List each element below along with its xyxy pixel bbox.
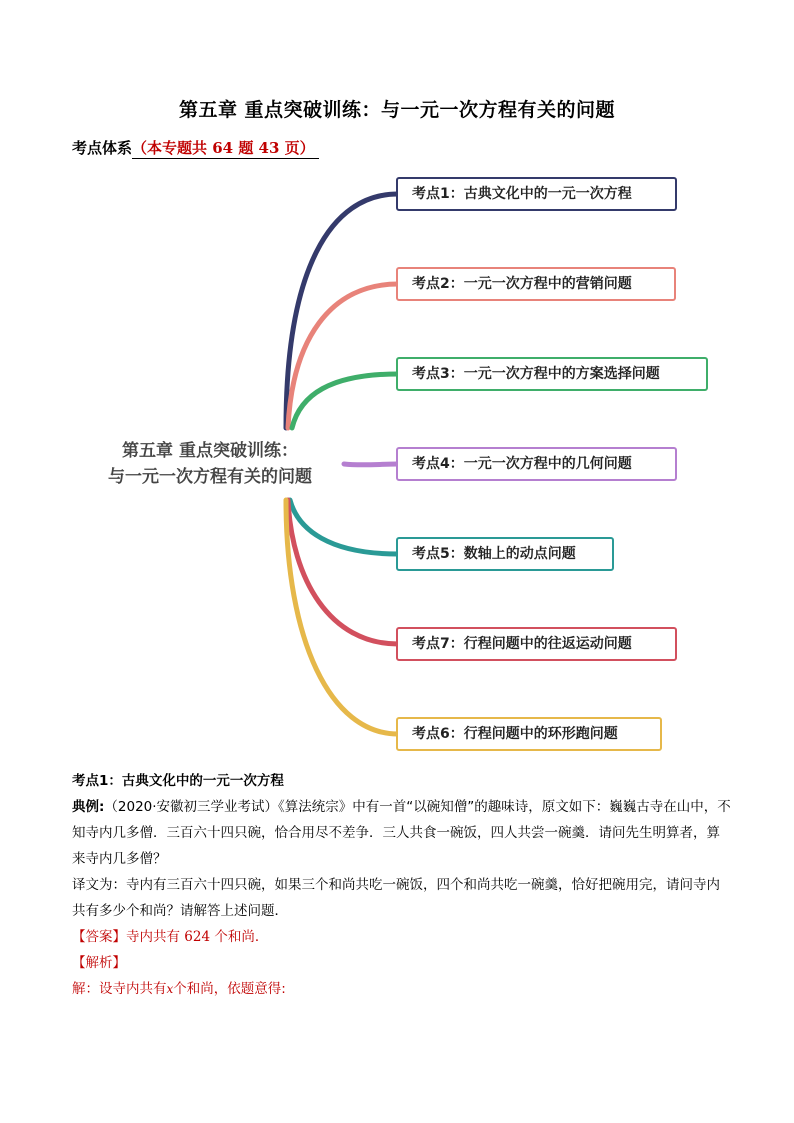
topic-node-6: 考点6：行程问题中的环形跑问题	[396, 717, 662, 751]
mindmap-center	[80, 438, 340, 490]
example-paragraph	[72, 794, 732, 872]
topic-node-4: 考点4：一元一次方程中的几何问题	[396, 447, 677, 481]
example-label: 典例:	[72, 799, 105, 815]
answer-number: 624	[184, 929, 211, 945]
answer-pre: 寺内共有	[126, 929, 185, 945]
answer-label: 【答案】	[72, 929, 126, 945]
center-line-1: 第五章 重点突破训练：	[122, 441, 298, 461]
branch-1	[286, 194, 398, 428]
branch-7	[288, 500, 398, 644]
subtitle-count: （本专题共 64 题 43 页）	[132, 139, 319, 159]
answer-paragraph	[72, 924, 732, 950]
translation-paragraph: 译文为：寺内有三百六十四只碗，如果三个和尚共吃一碗饭，四个和尚共吃一碗羹，恰好把碗用完，请问寺内共有多少个和尚？请解答上述问题．	[72, 877, 720, 919]
content-body	[72, 768, 732, 1002]
branch-5	[290, 500, 398, 554]
solution-pre: 解：设寺内共有	[72, 981, 167, 997]
example-text: （2020·安徽初三学业考试）《算法统宗》中有一首“以碗知僧”的趣味诗，原文如下：巍巍古寺在山中，不知寺内几多僧．三百六十四只碗，恰合用尽不差争．三人共食一碗饭，四人共尝一碗羹．请问先生明算者，算来寺内几多僧？	[72, 799, 731, 867]
solution-variable: x	[166, 982, 174, 996]
subtitle-prefix: 考点体系	[72, 139, 133, 157]
solution-post: 个和尚，依题意得:	[173, 981, 286, 997]
branch-3	[292, 374, 398, 428]
center-line-2: 与一元一次方程有关的问题	[108, 467, 312, 487]
subtitle	[72, 137, 319, 158]
answer-post: 个和尚．	[210, 929, 269, 945]
section-heading: 考点1：古典文化中的一元一次方程	[72, 773, 284, 789]
analysis-label: 【解析】	[72, 955, 126, 971]
topic-node-7: 考点7：行程问题中的往返运动问题	[396, 627, 677, 661]
topic-node-1: 考点1：古典文化中的一元一次方程	[396, 177, 677, 211]
solution-paragraph	[72, 976, 732, 1002]
topic-node-3: 考点3：一元一次方程中的方案选择问题	[396, 357, 708, 391]
branch-4	[344, 464, 398, 465]
branch-6	[286, 500, 398, 734]
topic-node-2: 考点2：一元一次方程中的营销问题	[396, 267, 676, 301]
topic-node-5: 考点5：数轴上的动点问题	[396, 537, 614, 571]
page-title: 第五章 重点突破训练：与一元一次方程有关的问题	[178, 99, 616, 121]
